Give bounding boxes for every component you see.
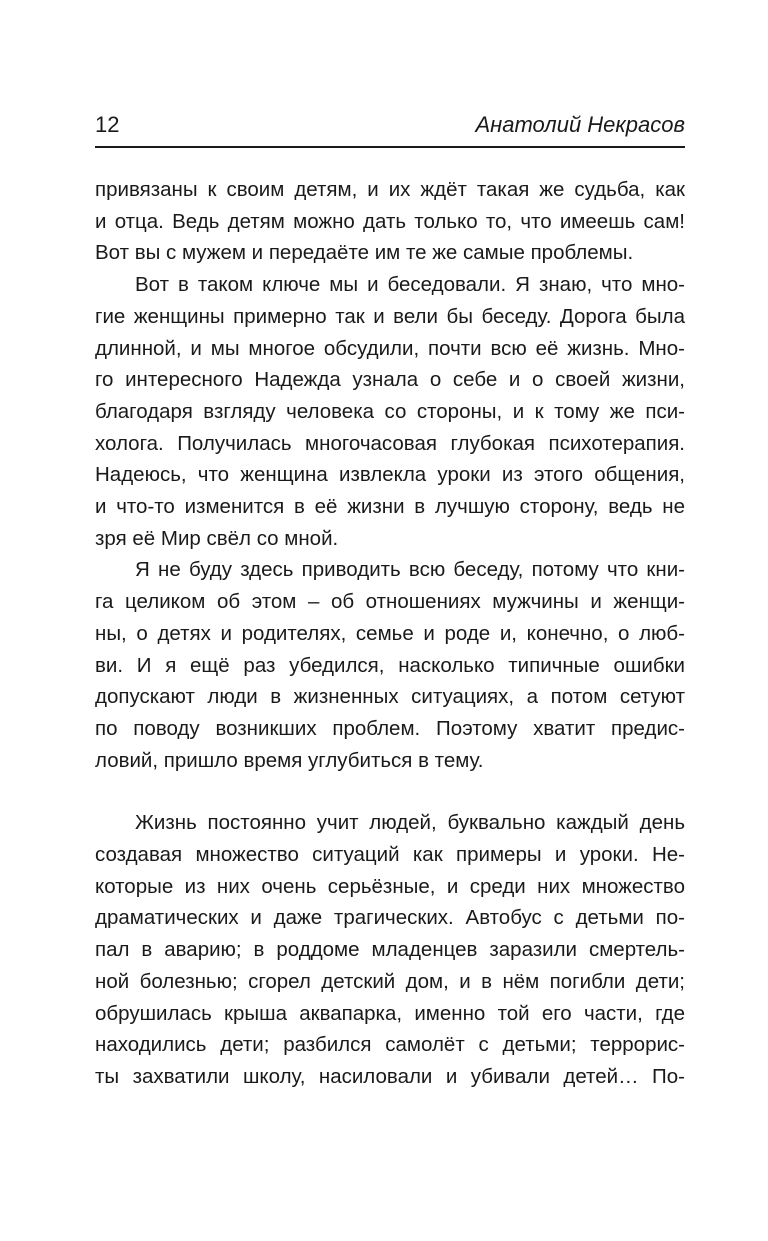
text-line: находились дети; разбился самолёт с детьми; террорис- <box>95 1033 685 1057</box>
author-name: Анатолий Некрасов <box>475 112 685 137</box>
text-line: привязаны к своим детям, и их ждёт такая же судьба, как <box>95 178 685 201</box>
text-line: обрушилась крыша аквапарка, именно той его части, где <box>95 1001 685 1025</box>
text-line: зря её Мир свёл со мной. <box>95 526 339 550</box>
text-line: драматических и даже трагических. Автобус с детьми по- <box>95 906 685 930</box>
text-line: го интересного Надежда узнала о себе и о своей жизни, <box>95 368 685 392</box>
text-line: Жизнь постоянно учит людей, буквально каждый день <box>135 811 685 835</box>
text-line: и что-то изменится в её жизни в лучшую сторону, ведь не <box>95 495 685 519</box>
paragraph <box>95 174 685 269</box>
section-break <box>95 776 685 807</box>
body-text <box>95 174 685 1093</box>
text-line: ловий, пришло время углубиться в тему. <box>95 748 484 772</box>
text-line: которые из них очень серьёзные, и среди них множество <box>95 874 685 898</box>
text-line: га целиком об этом – об отношениях мужчины и женщи- <box>95 590 685 614</box>
text-line: ты захватили школу, насиловали и убивали детей… По- <box>95 1064 685 1088</box>
text-line: Надеюсь, что женщина извлекла уроки из этого общения, <box>95 463 685 487</box>
paragraph <box>95 807 685 1092</box>
text-line: Вот вы с мужем и передаёте им те же самые проблемы. <box>95 241 634 265</box>
text-line: по поводу возникших проблем. Поэтому хватит предис- <box>95 716 685 740</box>
paragraph <box>95 269 685 554</box>
book-page <box>95 112 685 1093</box>
text-line: Я не буду здесь приводить всю беседу, потому что кни- <box>135 558 685 582</box>
text-line: Вот в таком ключе мы и беседовали. Я знаю, что мно- <box>135 273 685 297</box>
text-line: ной болезнью; сгорел детский дом, и в нём погибли дети; <box>95 969 685 993</box>
text-line: создавая множество ситуаций как примеры и уроки. Не- <box>95 843 685 867</box>
text-line: пал в аварию; в роддоме младенцев заразили смертель- <box>95 938 685 962</box>
text-line: длинной, и мы многое обсудили, почти всю её жизнь. Мно- <box>95 336 685 360</box>
text-line: холога. Получилась многочасовая глубокая психотерапия. <box>95 431 685 455</box>
text-line: ны, о детях и родителях, семье и роде и, конечно, о люб- <box>95 621 685 645</box>
text-line: и отца. Ведь детям можно дать только то, что имеешь сам! <box>95 209 685 233</box>
text-line: допускают люди в жизненных ситуациях, а потом сетуют <box>95 685 685 709</box>
paragraph <box>95 554 685 776</box>
running-header <box>95 112 685 148</box>
text-line: благодаря взгляду человека со стороны, и к тому же пси- <box>95 399 685 423</box>
page-number: 12 <box>95 112 120 137</box>
text-line: ви. И я ещё раз убедился, насколько типичные ошибки <box>95 653 685 677</box>
text-line: гие женщины примерно так и вели бы беседу. Дорога была <box>95 304 685 328</box>
